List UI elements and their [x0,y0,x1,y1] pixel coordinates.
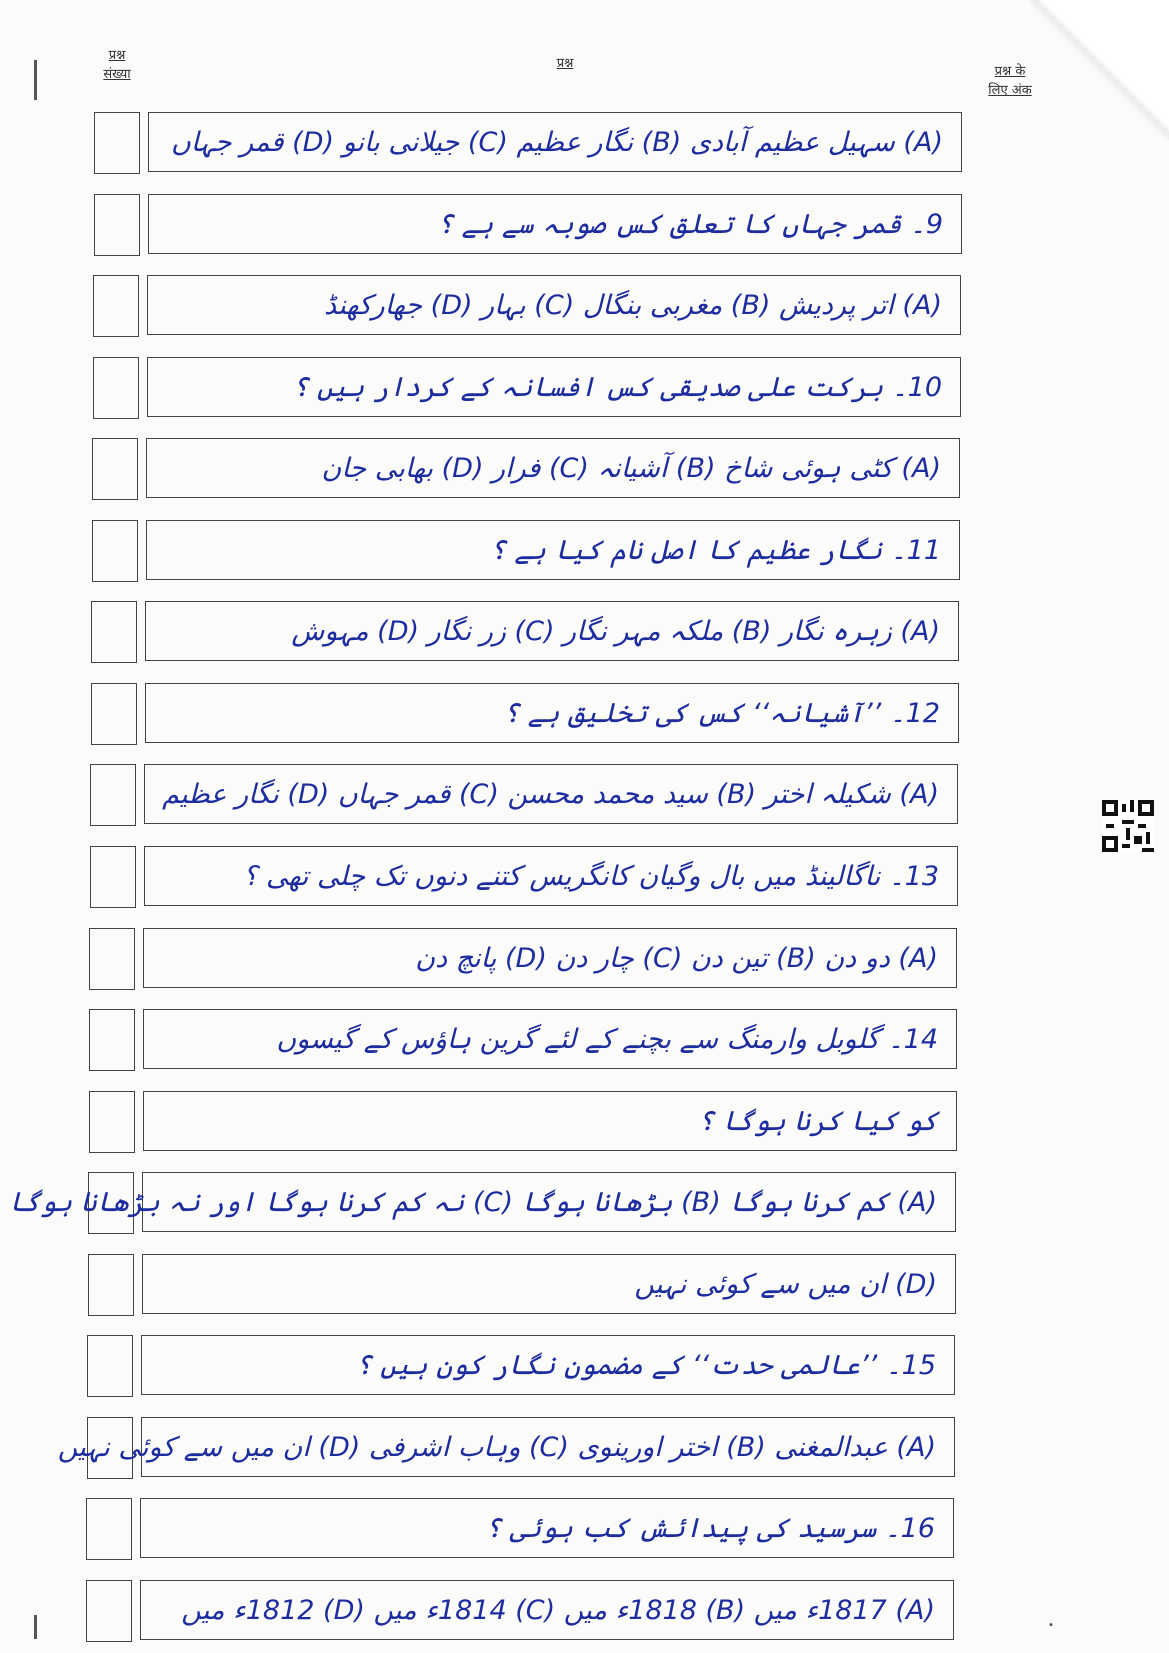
question-row [0,764,1169,828]
header-question [540,54,590,73]
question-text-cell [57,1417,955,1477]
question-row [0,520,1169,584]
header-number-label-1: प्रश्न [108,48,126,63]
question-number-cell [87,1335,133,1397]
question-text-cell [145,601,959,661]
handwritten-text: (A) عبدالمغنی (B) اختر اورینوی (C) وہاب اشرفی (D) ان میں سے کوئی نہیں [57,1431,936,1463]
question-row [0,112,1169,176]
question-text-cell [143,1091,957,1151]
handwritten-text: 9۔ قمر جہاں کا تعلق کس صوبہ سے ہے ؟ [437,208,943,240]
header-question-label: प्रश्न [556,56,574,71]
handwritten-text: 16۔ سرسید کی پیدائش کب ہوئی ؟ [485,1512,935,1544]
margin-mark-top [34,60,37,100]
question-text-cell [148,194,962,254]
question-number-cell [89,928,135,990]
handwritten-text: 10۔ برکت علی صدیقی کس افسانہ کے کردار ہیں ؟ [292,371,942,403]
handwritten-text: (A) 1817ء میں (B) 1818ء میں (C) 1814ء میں (D) 1812ء میں [181,1594,935,1626]
question-row [0,601,1169,665]
handwritten-text: (D) ان میں سے کوئی نہیں [634,1268,937,1300]
question-row [0,194,1169,258]
handwritten-text: (A) اتر پردیش (B) مغربی بنگال (C) بہار (D) جھارکھنڈ [324,289,942,321]
question-number-cell [94,112,140,174]
question-text-cell [143,1009,957,1069]
question-number-cell [91,601,137,663]
question-row [0,1417,1169,1481]
handwritten-text: (A) سہیل عظیم آبادی (B) نگار عظیم (C) جیلانی بانو (D) قمر جہاں [170,126,943,158]
question-text-cell [148,112,962,172]
question-text-cell [140,1498,954,1558]
question-row [0,1498,1169,1562]
question-text-cell [146,520,960,580]
question-text-cell [143,928,957,988]
handwritten-text: (A) شکیلہ اختر (B) سید محمد محسن (C) قمر جہاں (D) نگار عظیم [162,778,939,810]
qr-code-icon [1102,800,1154,852]
question-text-cell [8,1172,956,1232]
question-number-cell [89,1009,135,1071]
question-text-cell [141,1335,955,1395]
question-row [0,357,1169,421]
question-number-cell [91,683,137,745]
question-number-cell [88,1254,134,1316]
handwritten-text: (A) کم کرنا ہوگا (B) بڑھانا ہوگا (C) نہ کم کرنا ہوگا اور نہ بڑھانا ہوگا [8,1186,937,1218]
question-number-cell [92,520,138,582]
question-text-cell [142,1254,956,1314]
question-row [0,275,1169,339]
header-question-number [92,46,142,84]
question-number-cell [94,194,140,256]
question-row [0,1335,1169,1399]
handwritten-text: (A) زہرہ نگار (B) ملکہ مہر نگار (C) زر نگار (D) مہوش [291,615,940,647]
question-text-cell [144,846,958,906]
handwritten-text: (A) کٹی ہوئی شاخ (B) آشیانہ (C) فرار (D) بھابی جان [321,452,941,484]
question-number-cell [92,438,138,500]
question-row [0,1580,1169,1644]
header-marks-label-2: लिए अंक [988,83,1032,98]
question-text-cell [140,1580,954,1640]
header-number-label-2: संख्या [103,67,131,82]
handwritten-text: کو کیا کرنا ہوگا ؟ [698,1105,938,1137]
question-number-cell [90,764,136,826]
question-text-cell [145,683,959,743]
question-row [0,1091,1169,1155]
header-marks-label-1: प्रश्न के [994,64,1026,79]
question-number-cell [86,1498,132,1560]
question-text-cell [144,764,958,824]
question-row [0,1172,1169,1236]
question-number-cell [93,275,139,337]
corner-mark: • [1048,1620,1054,1631]
question-row [0,683,1169,747]
question-text-cell [147,275,961,335]
question-row [0,438,1169,502]
question-number-cell [90,846,136,908]
question-row [0,846,1169,910]
question-row [0,1009,1169,1073]
question-row [0,928,1169,992]
question-text-cell [147,357,961,417]
handwritten-text: 11۔ نگار عظیم کا اصل نام کیا ہے ؟ [489,534,941,566]
handwritten-text: 12۔ ’’آشیانہ‘‘ کس کی تخلیق ہے ؟ [503,697,940,729]
question-number-cell [93,357,139,419]
question-number-cell [86,1580,132,1642]
handwritten-text: (A) دو دن (B) تین دن (C) چار دن (D) پانچ دن [415,942,938,974]
header-marks [970,62,1050,100]
question-text-cell [146,438,960,498]
question-number-cell [89,1091,135,1153]
handwritten-text: 13۔ ناگالینڈ میں بال وگیان کانگریس کتنے دنوں تک چلی تھی ؟ [243,860,939,892]
handwritten-text: 15۔ ’’عالمی حدت‘‘ کے مضمون نگار کون ہیں ؟ [355,1349,936,1381]
question-row [0,1254,1169,1318]
handwritten-text: 14۔ گلوبل وارمنگ سے بچنے کے لئے گرین ہاؤس کے گیسوں [276,1023,938,1055]
